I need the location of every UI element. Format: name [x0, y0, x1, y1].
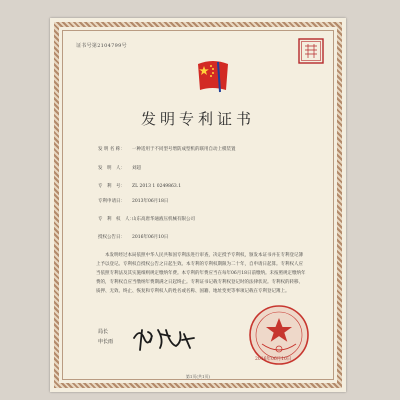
field-invention-name — [98, 146, 236, 152]
flag-emblem-icon — [196, 56, 230, 94]
field-grant-date — [98, 234, 168, 240]
signer-title: 局长 — [98, 329, 109, 335]
field-label: 发 明 名 称： — [98, 147, 125, 152]
seal-date: 2016年06月10日 — [255, 357, 292, 362]
signer-name-print: 申长雨 — [98, 339, 114, 345]
field-label: 专 利 号： — [98, 184, 125, 189]
field-value: 2016年06月10日 — [132, 235, 169, 240]
field-value: 刘超 — [132, 166, 141, 171]
certificate-body-text: 本发明经过本局依照中华人民共和国专利法进行审查，决定授予专利权，颁发本证书并在专利登记簿上予以登记。专利权自授权公告之日起生效。本专利的专利权期限为二十年，自申请日起算。专利权人应当依照专利法及其实施细则规定缴纳年费。本专利的年费应当在每年06月18日前缴纳。未按照规定缴纳年费的，专利权自应当缴纳年费期满之日起终止。专利证书记载专利权登记时的法律状况。专利权的转移、质押、无效、终止、恢复和专利权人的姓名或名称、国籍、地址变更等事项记载在专利登记簿上。 — [96, 253, 306, 294]
field-value: ZL 2013 1 0249863.1 — [132, 184, 182, 189]
certificate-number: 证书号第2104799号 — [76, 43, 127, 49]
field-inventor — [98, 165, 141, 171]
field-value: 一种适用于不同型号增防成型机的联用自动上模装置 — [132, 147, 236, 152]
field-application-date — [98, 198, 168, 204]
field-patent-number — [98, 183, 181, 189]
field-value: 山东高唐华通液压机械有限公司 — [132, 217, 195, 222]
field-label: 专 利 权 人： — [98, 217, 134, 222]
document-title: 发明专利证书 — [140, 110, 255, 128]
handwritten-signature — [130, 324, 200, 354]
patent-office-seal-icon — [298, 38, 324, 64]
field-label: 发 明 人： — [98, 166, 125, 171]
page-footer: 第1页(共1页) — [185, 374, 211, 379]
field-value: 2013年06月18日 — [132, 199, 169, 204]
field-label: 专利申请日： — [98, 199, 125, 204]
certificate-paper — [50, 18, 346, 392]
field-label: 授权公告日： — [98, 235, 125, 240]
field-patentee — [98, 216, 195, 222]
